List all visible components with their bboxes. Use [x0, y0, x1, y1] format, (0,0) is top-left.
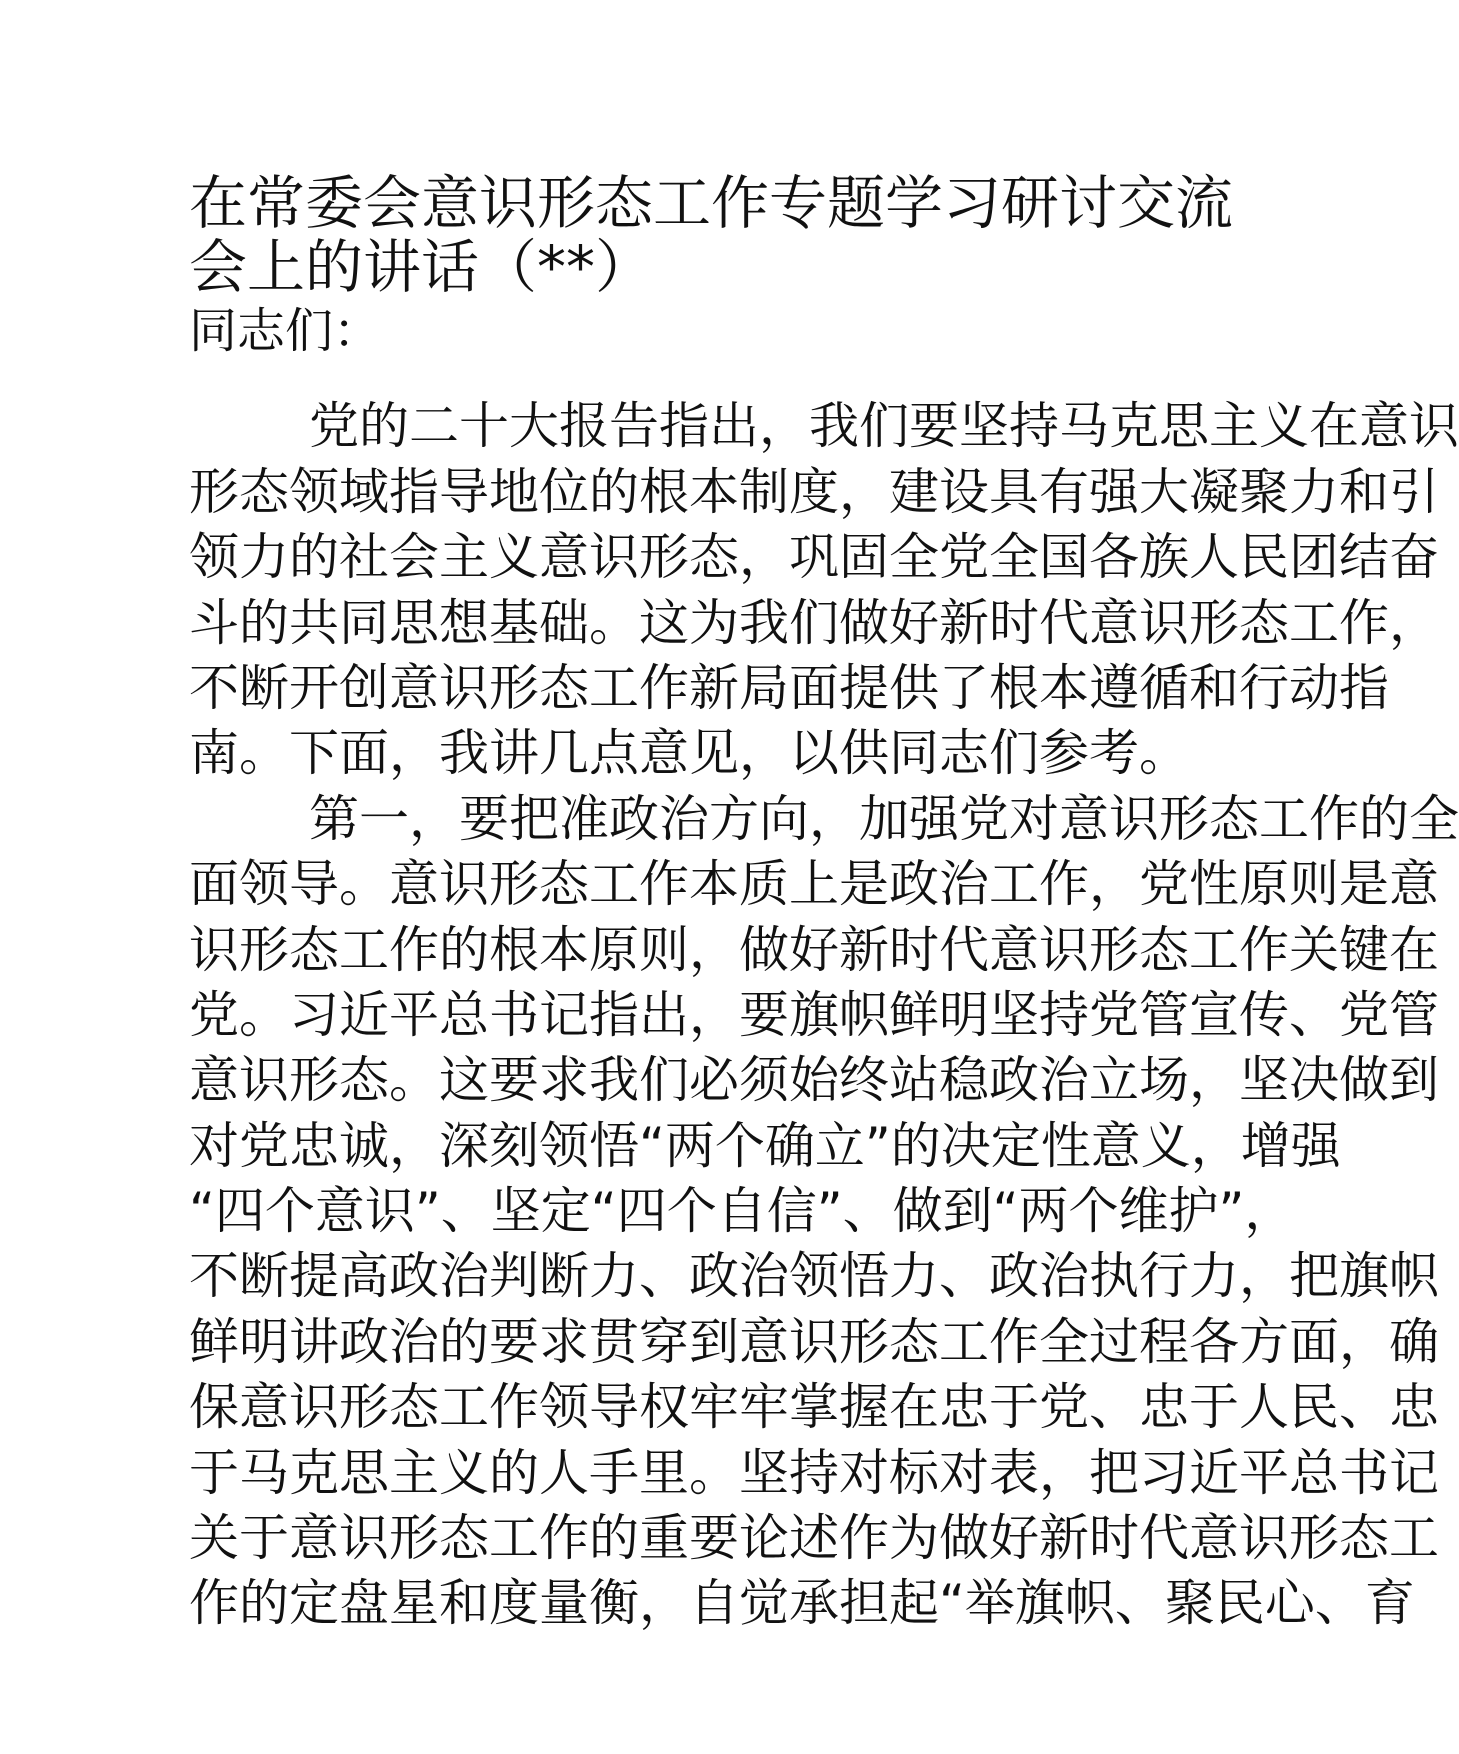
text-line: 关于意识形态工作的重要论述作为做好新时代意识形态工 — [189, 1509, 1439, 1568]
text-line: 于马克思主义的人手里。坚持对标对表，把习近平总书记 — [189, 1443, 1439, 1502]
title-line: 在常委会意识形态工作专题学习研讨交流 — [189, 169, 1234, 237]
greeting: 同志们： — [189, 303, 382, 359]
text-line: 党。习近平总书记指出，要旗帜鲜明坚持党管宣传、党管 — [189, 985, 1439, 1044]
paragraph-first-point — [189, 787, 1459, 1637]
text-line: 面领导。意识形态工作本质上是政治工作，党性原则是意 — [189, 855, 1439, 914]
text-line: 不断开创意识形态工作新局面提供了根本遵循和行动指 — [189, 658, 1389, 717]
paragraph-intro — [189, 394, 1459, 786]
text-line: 党的二十大报告指出，我们要坚持马克思主义在意识 — [309, 397, 1459, 456]
text-line: 鲜明讲政治的要求贯穿到意识形态工作全过程各方面，确 — [189, 1312, 1439, 1371]
text-line: 保意识形态工作领导权牢牢掌握在忠于党、忠于人民、忠 — [189, 1378, 1439, 1437]
text-line: 斗的共同思想基础。这为我们做好新时代意识形态工作， — [189, 593, 1439, 652]
text-line: 意识形态。这要求我们必须始终站稳政治立场，坚决做到 — [189, 1051, 1439, 1110]
text-line: 不断提高政治判断力、政治领悟力、政治执行力，把旗帜 — [189, 1247, 1439, 1306]
text-line: 作的定盘星和度量衡，自觉承担起“举旗帜、聚民心、育 — [189, 1574, 1415, 1633]
text-line: 对党忠诚，深刻领悟“两个确立”的决定性意义，增强 — [189, 1116, 1341, 1175]
text-line: 南。下面，我讲几点意见，以供同志们参考。 — [189, 724, 1189, 783]
text-line: 第一，要把准政治方向，加强党对意识形态工作的全 — [309, 789, 1459, 848]
text-line: 形态领域指导地位的根本制度，建设具有强大凝聚力和引 — [189, 462, 1439, 521]
text-line: 领力的社会主义意识形态，巩固全党全国各族人民团结奋 — [189, 528, 1439, 587]
document-title — [189, 169, 1234, 301]
text-line: 识形态工作的根本原则，做好新时代意识形态工作关键在 — [189, 920, 1439, 979]
text-line: “四个意识”、坚定“四个自信”、做到“两个维护”， — [189, 1182, 1295, 1241]
document-page — [189, 169, 1459, 1637]
title-line: 会上的讲话（**） — [189, 233, 654, 301]
